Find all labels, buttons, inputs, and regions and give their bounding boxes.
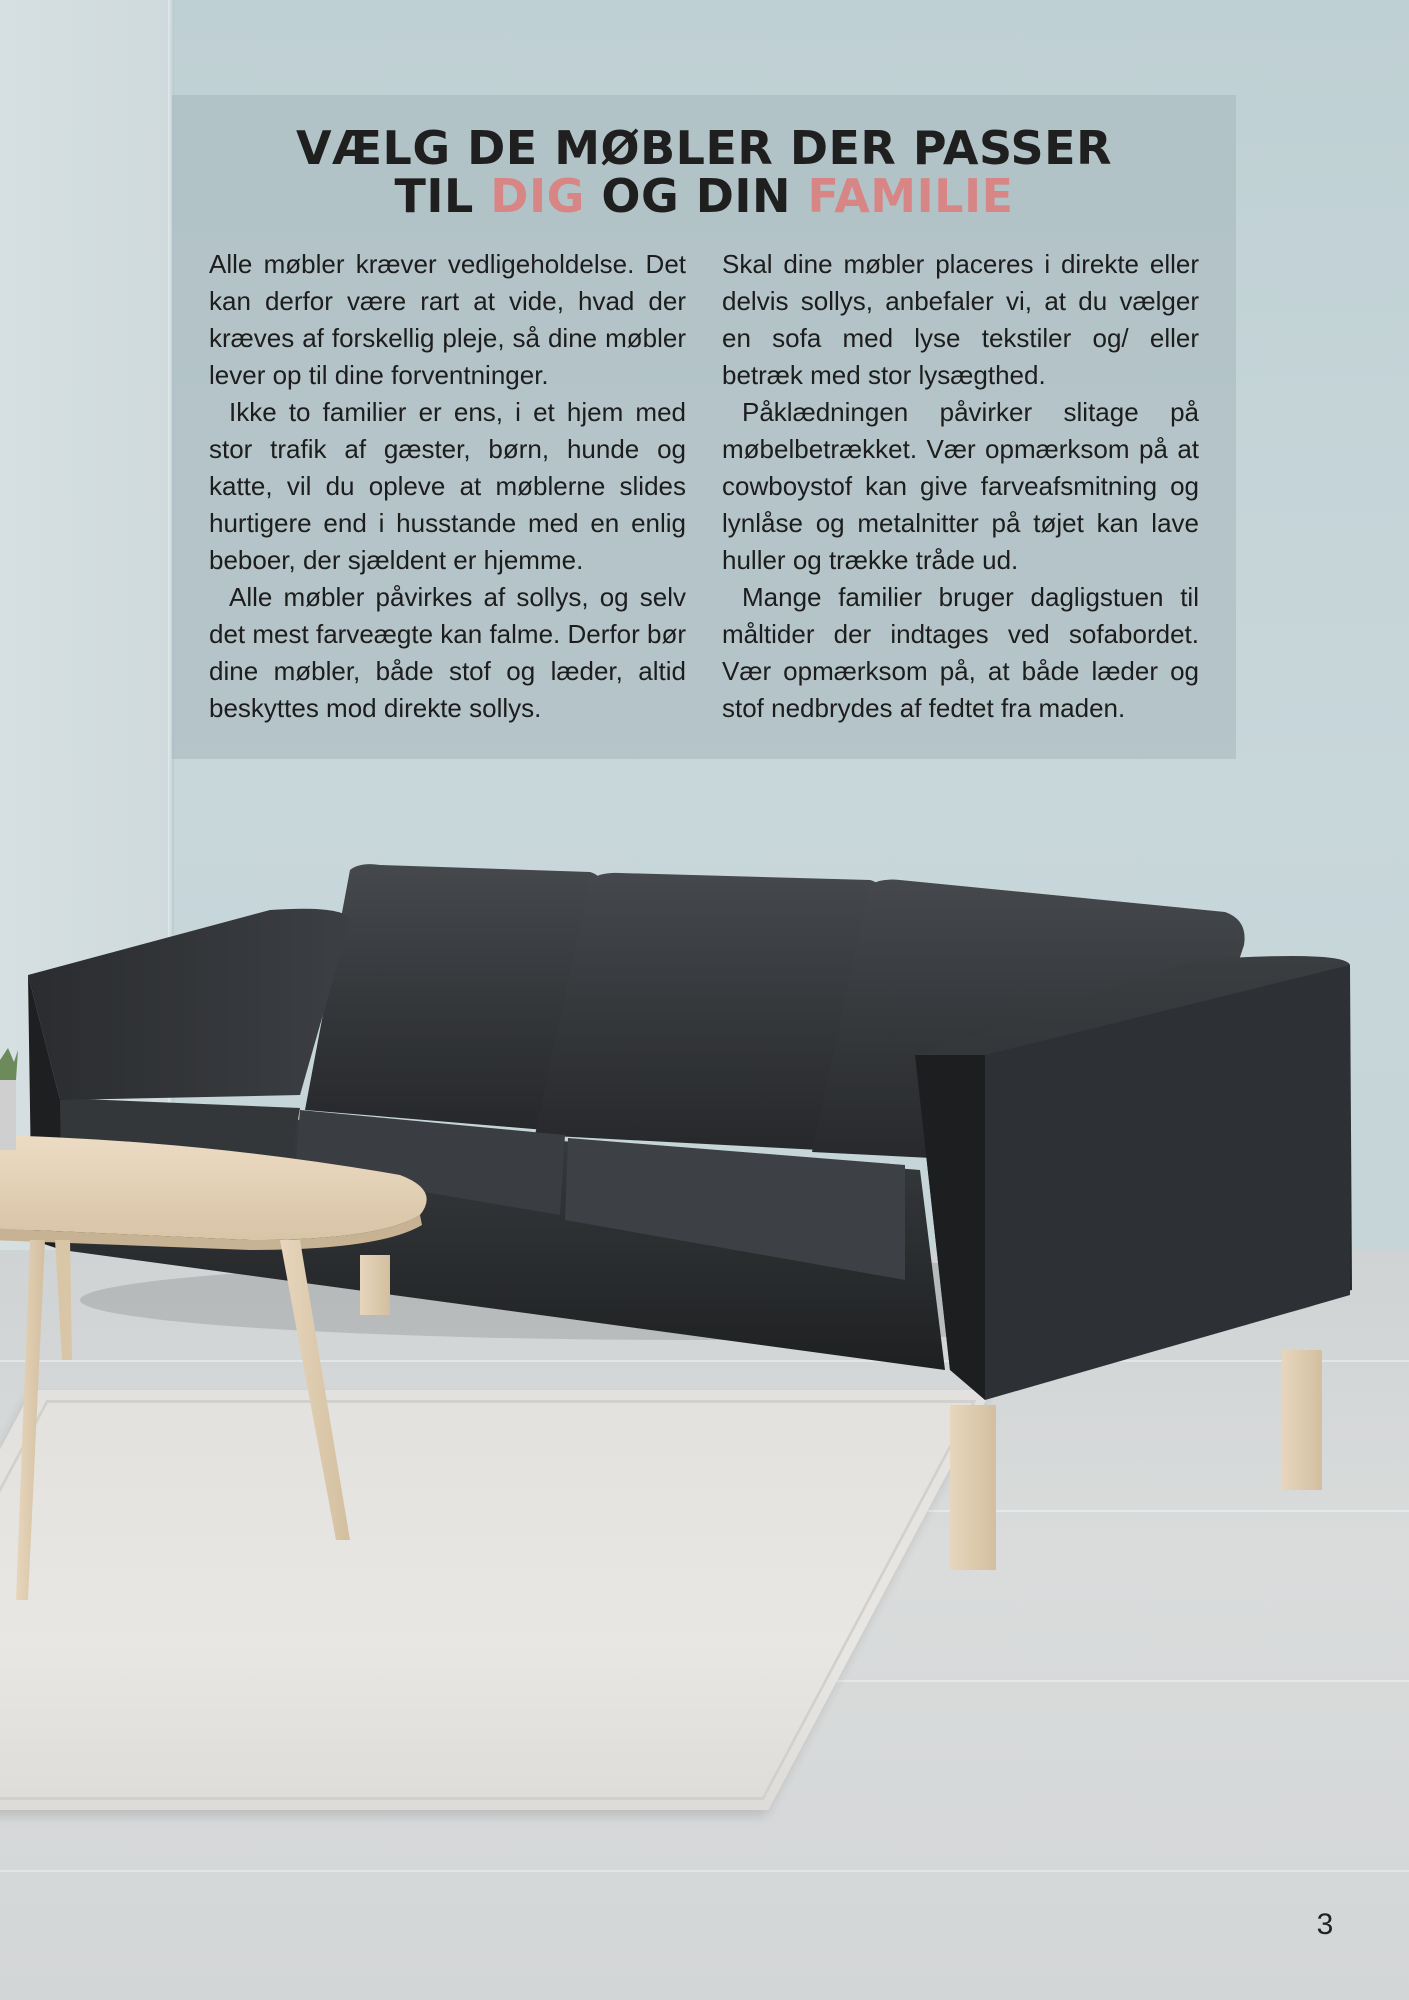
text-column-left (209, 246, 686, 727)
paragraph: Alle møbler kræver vedligeholdelse. Det kan derfor være rart at vide, hvad der kræves af forskellig pleje, så dine møbler lever op til dine forventninger. (209, 249, 686, 390)
headline-accent-familie: FAMILIE (807, 169, 1014, 223)
headline-line-2-middle: OG DIN (584, 169, 808, 223)
text-column-right (722, 246, 1199, 727)
paragraph: Skal dine møbler placeres i direkte eller delvis sollys, anbefaler vi, at du vælger en sofa med lyse tekstiler og/ eller betræk med stor lysægthed. (722, 249, 1199, 390)
page-number: 3 (1316, 1908, 1334, 1941)
headline-line-1: VÆLG DE MØBLER DER PASSER (296, 121, 1112, 175)
paragraph: Påklædningen påvirker slitage på møbelbetrækket. Vær opmærksom på at cowboystof kan give farveafsmitning og lynlåse og metalnitter på tøjet kan lave huller og trække tråde ud. (722, 397, 1199, 575)
paragraph: Alle møbler påvirkes af sollys, og selv det mest farveægte kan falme. Derfor bør dine møbler, både stof og læder, altid beskyttes mod direkte sollys. (209, 582, 686, 723)
page-headline (172, 121, 1236, 223)
headline-line-2-prefix: TIL (394, 169, 491, 223)
paragraph: Ikke to familier er ens, i et hjem med stor trafik af gæster, børn, hunde og katte, vil du opleve at møblerne slides hurtigere end i husstande med en enlig beboer, der sjældent er hjemme. (209, 397, 686, 575)
headline-accent-dig: DIG (490, 169, 585, 223)
paragraph: Mange familier bruger dagligstuen til måltider der indtages ved sofabordet. Vær opmærksom på, at både læder og stof nedbrydes af fedtet fra maden. (722, 582, 1199, 723)
